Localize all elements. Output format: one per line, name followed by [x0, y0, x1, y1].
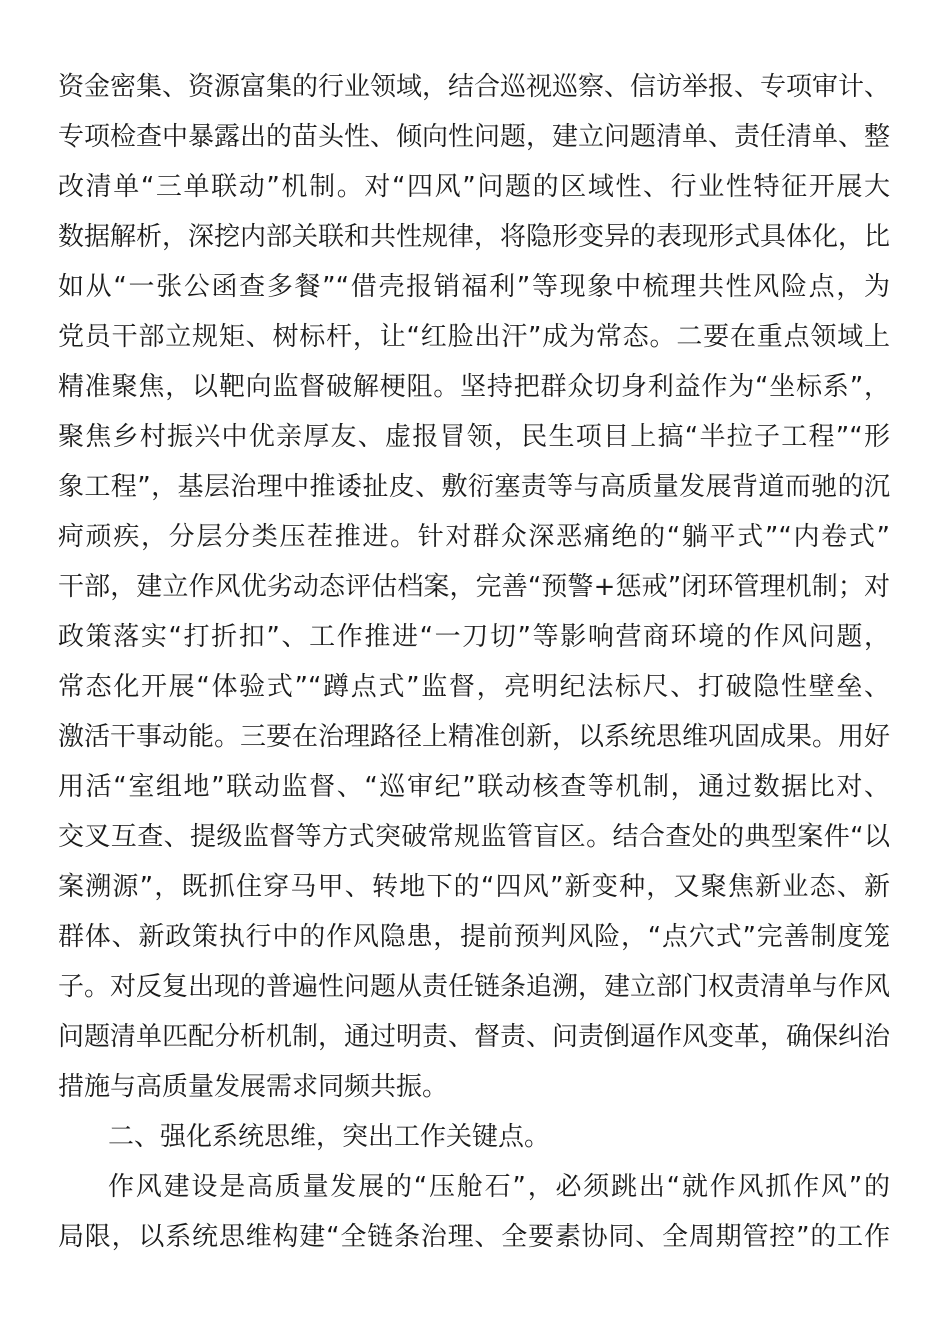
- body-line-3: 改清单“三单联动”机制。对“四风”问题的区域性、行业性特征开展大: [58, 172, 890, 202]
- paragraph2-line-1: 作风建设是高质量发展的“压舱石”，必须跳出“就作风抓作风”的: [108, 1172, 890, 1202]
- body-line-14: 激活干事动能。三要在治理路径上精准创新，以系统思维巩固成果。用好: [58, 722, 891, 752]
- section-heading: 二、强化系统思维，突出工作关键点。: [108, 1122, 551, 1152]
- body-line-1: 资金密集、资源富集的行业领域，结合巡视巡察、信访举报、专项审计、: [58, 72, 891, 102]
- body-line-2: 专项检查中暴露出的苗头性、倾向性问题，建立问题清单、责任清单、整: [58, 122, 891, 152]
- body-line-16: 交叉互查、提级监督等方式突破常规监管盲区。结合查处的典型案件“以: [58, 822, 890, 852]
- body-line-8: 聚焦乡村振兴中优亲厚友、虚报冒领，民生项目上搞“半拉子工程”“形: [58, 422, 890, 452]
- paragraph2-line-2: 局限，以系统思维构建“全链条治理、全要素协同、全周期管控”的工作: [58, 1222, 890, 1252]
- body-line-5: 如从“一张公函查多餐”“借壳报销福利”等现象中梳理共性风险点，为: [58, 272, 890, 302]
- body-line-12: 政策落实“打折扣”、工作推进“一刀切”等影响营商环境的作风问题，: [58, 622, 890, 652]
- body-line-17: 案溯源”，既抓住穿马甲、转地下的“四风”新变种，又聚焦新业态、新: [58, 872, 890, 902]
- body-line-9: 象工程”，基层治理中推诿扯皮、敷衍塞责等与高质量发展背道而驰的沉: [58, 472, 890, 502]
- body-line-21: 措施与高质量发展需求同频共振。: [58, 1072, 449, 1102]
- body-line-11: 干部，建立作风优劣动态评估档案，完善“预警+惩戒”闭环管理机制；对: [58, 572, 890, 602]
- body-line-7: 精准聚焦，以靶向监督破解梗阻。坚持把群众切身利益作为“坐标系”，: [58, 372, 890, 402]
- body-line-18: 群体、新政策执行中的作风隐患，提前预判风险，“点穴式”完善制度笼: [58, 922, 890, 952]
- body-line-15: 用活“室组地”联动监督、“巡审纪”联动核查等机制，通过数据比对、: [58, 772, 890, 802]
- body-line-19: 子。对反复出现的普遍性问题从责任链条追溯，建立部门权责清单与作风: [58, 972, 891, 1002]
- body-line-4: 数据解析，深挖内部关联和共性规律，将隐形变异的表现形式具体化，比: [58, 222, 891, 252]
- body-line-10: 疴顽疾，分层分类压茬推进。针对群众深恶痛绝的“躺平式”“内卷式”: [58, 522, 890, 552]
- body-line-6: 党员干部立规矩、树标杆，让“红脸出汗”成为常态。二要在重点领域上: [58, 322, 890, 352]
- body-line-20: 问题清单匹配分析机制，通过明责、督责、问责倒逼作风变革，确保纠治: [58, 1022, 891, 1052]
- body-line-13: 常态化开展“体验式”“蹲点式”监督，亮明纪法标尺、打破隐性壁垒、: [58, 672, 890, 702]
